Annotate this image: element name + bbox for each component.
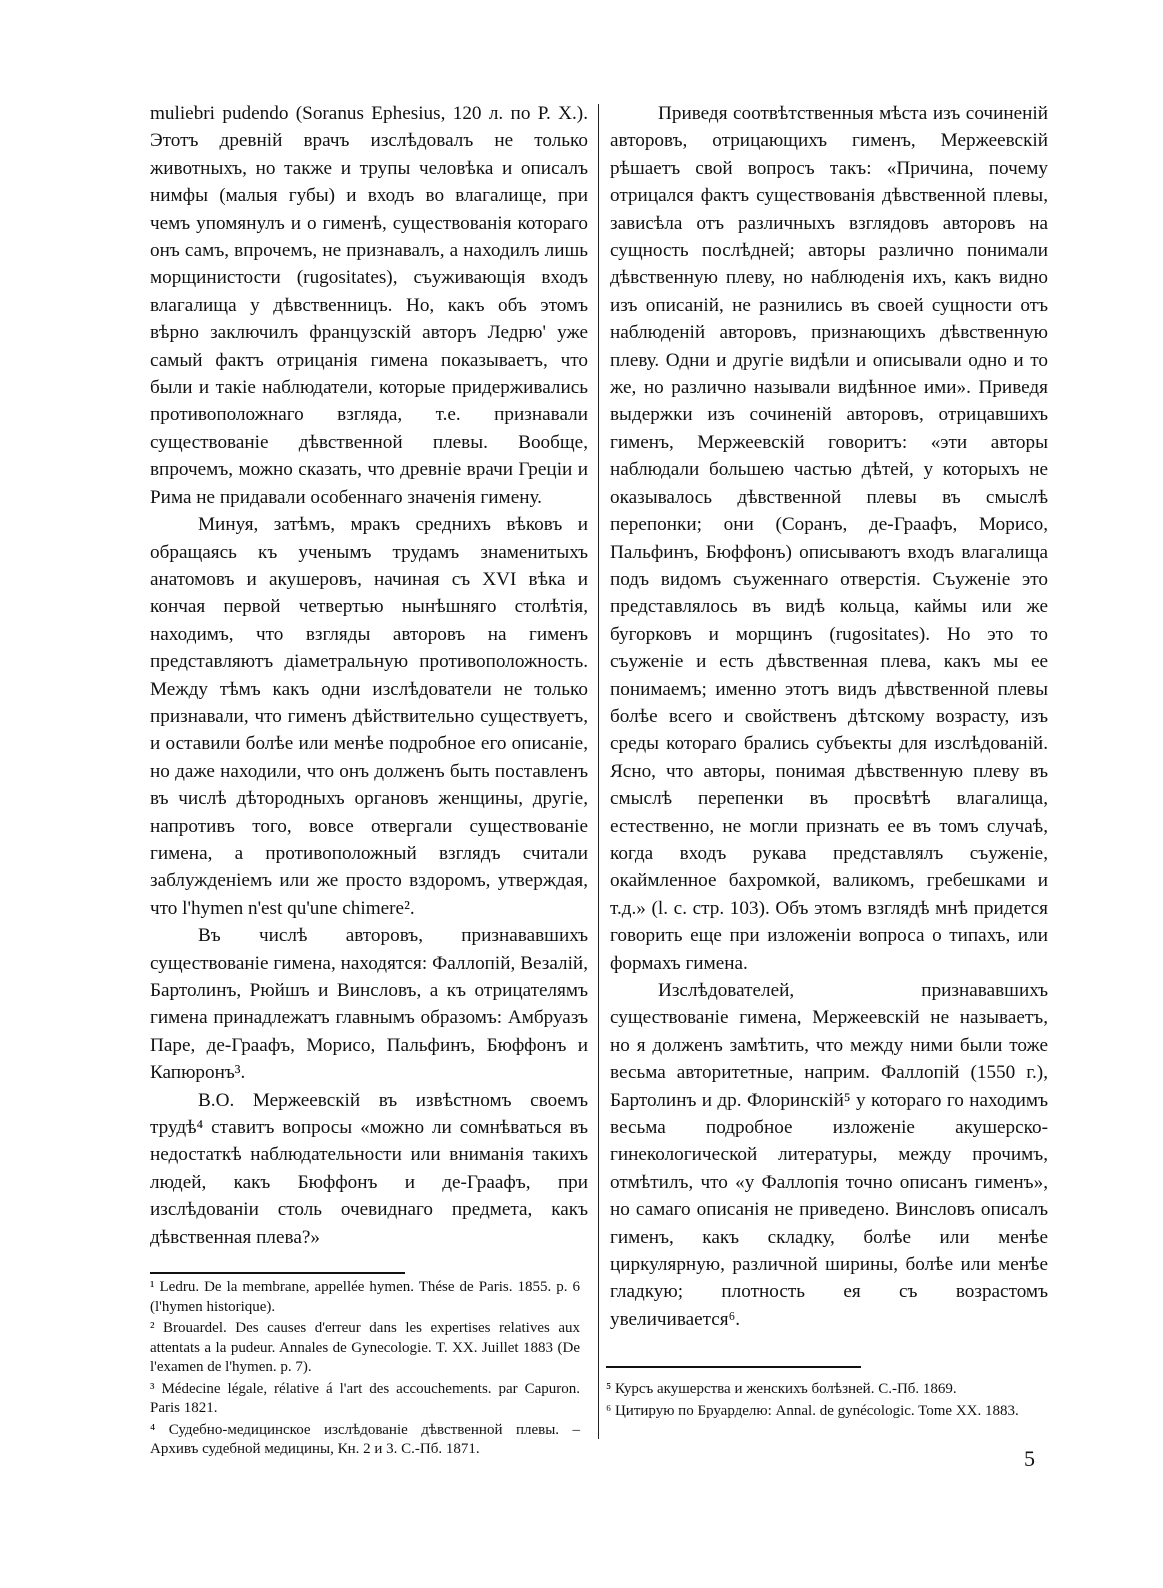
page-number: 5 <box>1024 1446 1035 1471</box>
footnote: ⁶ Цитирую по Бруарделю: Annal. de gynécologic. Tome XX. 1883. <box>606 1402 1019 1419</box>
body-paragraph: Изслѣдователей, признававшихъ существованіе гимена, Мержеевскій не называетъ, но я долженъ замѣтить, что между ними были тоже весьма авторитетные, наприм. Фаллопій (1550 г.), Бартолинъ и др. Флоринскій⁵ у котораго го находимъ весьма подробное изложеніе акушерско-гинекологической литературы, между прочимъ, отмѣтилъ, что «у Фаллопія точно описанъ гименъ», но самаго описанія не приведено. Винсловъ описалъ гименъ, какъ складку, болѣе или менѣе циркулярную, различной ширины, болѣе или менѣе гладкую; плотность ея съ возрастомъ увеличивается⁶. <box>610 980 1048 1330</box>
left-column <box>150 100 588 1251</box>
body-paragraph: muliebri pudendo (Soranus Ephesius, 120 л. по Р. Х.). Этотъ древній врачъ изслѣдовалъ не только животныхъ, но также и трупы человѣка и описалъ нимфы (малыя губы) и входъ во влагалище, при чемъ упомянулъ и о гименѣ, существованія котораго онъ самъ, впрочемъ, не признавалъ, а находилъ лишь морщинистости (rugositates), съуживающія входъ влагалища у дѣвственницъ. Но, какъ объ этомъ вѣрно заключилъ французскій авторъ Ледрю' уже самый фактъ отрицанія гимена показываетъ, что были и такіе наблюдатели, которые придерживались противоположнаго взгляда, т.е. признавали существованіе дѣвственной плевы. Вообще, впрочемъ, можно сказать, что древніе врачи Греціи и Рима не придавали особеннаго значенія гимену. <box>150 103 588 508</box>
left-footnotes <box>150 1278 580 1462</box>
footnote: ⁵ Курсъ акушерства и женскихъ болѣзней. С.-Пб. 1869. <box>606 1381 957 1397</box>
footnote-rule <box>606 1366 861 1368</box>
footnote: ¹ Ledru. De la membrane, appellée hymen. Thése de Paris. 1855. p. 6 (l'hymen historique). <box>150 1279 580 1315</box>
body-paragraph: Минуя, затѣмъ, мракъ среднихъ вѣковъ и обращаясь къ ученымъ трудамъ знаменитыхъ анатомовъ и акушеровъ, начиная съ XVI вѣка и кончая первой четвертью нынѣшняго столѣтія, находимъ, что взгляды авторовъ на гименъ представляютъ діаметральную противоположность. Между тѣмъ какъ одни изслѣдователи не только признавали, что гименъ дѣйствительно существуетъ, и оставили болѣе или менѣе подробное его описаніе, но даже находили, что онъ долженъ быть поставленъ въ числѣ дѣтородныхъ органовъ женщины, другіе, напротивъ того, вовсе отвергали существованіе гимена, а противоположный взглядъ считали заблужденіемъ или же просто вздоромъ, утверждая, что l'hymen n'est qu'une chimere². <box>150 514 588 919</box>
body-paragraph: Въ числѣ авторовъ, признававшихъ существованіе гимена, находятся: Фаллопій, Везалій, Бартолинъ, Рюйшъ и Винсловъ, а къ отрицателямъ гимена принадлежатъ главнымъ образомъ: Амбруазъ Паре, де-Граафъ, Морисо, Пальфинъ, Бюффонъ и Капюронъ³. <box>150 925 588 1084</box>
right-footnotes <box>606 1380 1036 1423</box>
footnote: ³ Médecine légale, rélative á l'art des accouchements. par Capuron. Paris 1821. <box>150 1380 580 1416</box>
footnote: ⁴ Судебно-медицинское изслѣдованіе дѣвственной плевы. – Архивъ судебной медицины, Кн. 2 и 3. С.-Пб. 1871. <box>150 1421 580 1457</box>
footnote: ² Brouardel. Des causes d'erreur dans les expertises relatives aux attentats a la pudeur. Annales de Gynecologie. T. XX. Juillet 1883 (De l'examen de l'hymen. p. 7). <box>150 1320 580 1375</box>
right-column <box>610 100 1048 1333</box>
body-paragraph: Приведя соотвѣтственныя мѣста изъ сочиненій авторовъ, отрицающихъ гименъ, Мержеевскій рѣшаетъ свой вопросъ такъ: «Причина, почему отрицался фактъ существованія дѣвственной плевы, зависѣла отъ различныхъ взглядовъ авторовъ на сущность послѣдней; авторы различно понимали дѣвственную плеву, но наблюденія ихъ, какъ видно изъ описаній, не разнились въ своей сущности отъ наблюденій авторовъ, признающихъ дѣвственную плеву. Одни и другіе видѣли и описывали одно и то же, но различно называли видѣнное ими». Приведя выдержки изъ сочиненій авторовъ, отрицавшихъ гименъ, Мержеевскій говоритъ: «эти авторы наблюдали большею частью дѣтей, у которыхъ не оказывалось дѣвственной плевы въ смыслѣ перепонки; они (Соранъ, де-Граафъ, Морисо, Пальфинъ, Бюффонъ) описываютъ входъ влагалища подъ видомъ съуженнаго отверстія. Съуженіе это представлялось въ видѣ кольца, каймы или же бугорковъ и морщинъ (rugositates). Но это то съуженіе и есть дѣвственная плева, какъ мы ее понимаемъ; именно этотъ видъ дѣвственной плевы болѣе всего и свойственъ дѣтскому возрасту, изъ среды котораго брались субъекты для изслѣдованій. Ясно, что авторы, понимая дѣвственную плеву въ смыслѣ перепенки въ просвѣтѣ влагалища, естественно, не могли признать ее въ томъ случаѣ, когда входъ рукава представлялъ съуженіе, окаймленное бахромкой, валикомъ, гребешками и т.д.» (l. c. стр. 103). Объ этомъ взглядѣ мнѣ придется говорить еще при изложеніи вопроса о типахъ, или формахъ гимена. <box>610 103 1048 974</box>
column-divider <box>598 104 599 1439</box>
footnote-rule <box>150 1272 405 1274</box>
body-paragraph: В.О. Мержеевскій въ извѣстномъ своемъ трудѣ⁴ ставитъ вопросы «можно ли сомнѣваться въ недостаткѣ наблюдательности или вниманія такихъ людей, какъ Бюффонъ и де-Граафъ, при изслѣдованіи столь очевиднаго предмета, какъ дѣвственная плева?» <box>150 1089 588 1248</box>
